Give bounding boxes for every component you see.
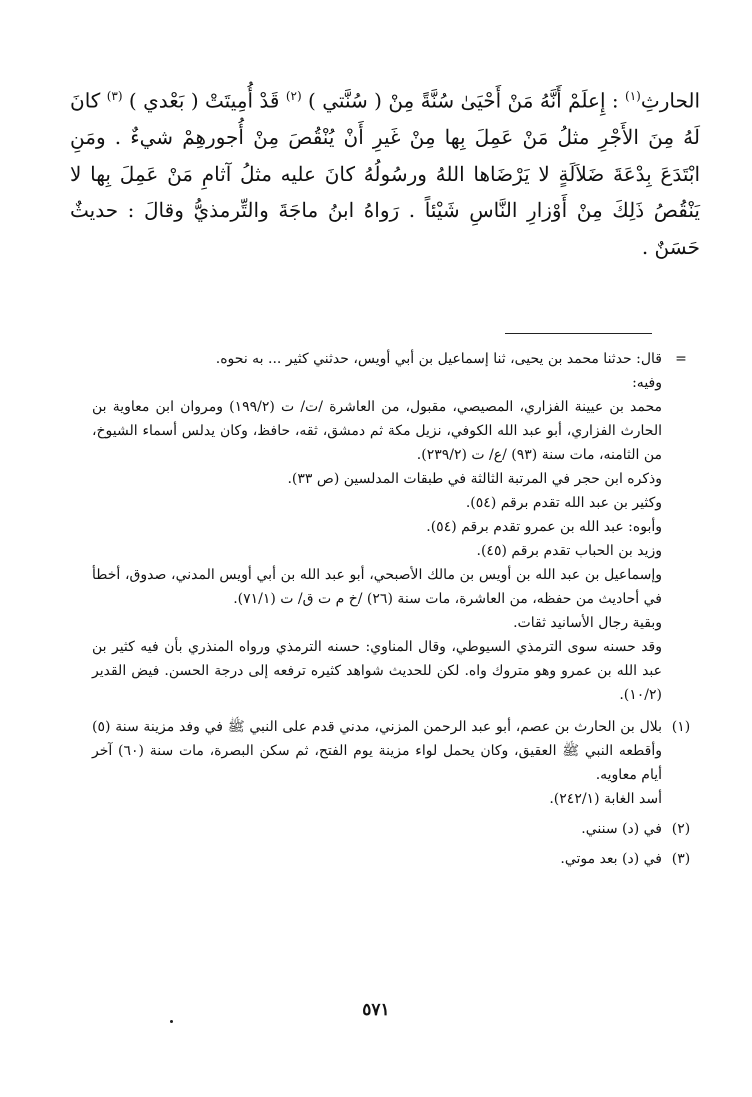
footnote-line: في (د) بعد موتي.: [560, 851, 662, 867]
footnote-line: قال: حدثنا محمد بن يحيى، ثنا إسماعيل بن أبي أويس، حدثني كثير ... به نحوه.: [215, 351, 662, 367]
footnote-separator: [505, 333, 652, 334]
footnote-1-marker: (١): [671, 719, 691, 735]
footnote-continued-body: [92, 347, 662, 707]
footnote-1: [92, 715, 700, 811]
footnotes: [92, 347, 700, 871]
footnote-2-marker: (٢): [671, 821, 691, 837]
hadith-text-part: الحارثِ: [640, 88, 700, 113]
page-number: ٥٧١: [362, 1000, 390, 1020]
footnote-ref-2: (٢): [285, 89, 302, 103]
footnote-line: وفيه:: [632, 375, 662, 391]
footnote-ref-1: (١): [625, 89, 641, 103]
ink-dot: [170, 1020, 173, 1023]
footnote-3: [92, 847, 700, 871]
footnote-line: وأبوه: عبد الله بن عمرو تقدم برقم (٥٤).: [426, 519, 662, 535]
footnote-continued: [92, 347, 700, 707]
hadith-text-part: كانَ لَهُ مِنَ الأَجْرِ مثلُ مَنْ عَمِلَ بِها مِنْ غَيرِ أَنْ يُنْقُصَ مِنْ أُجورهِمْ شيءٌ . ومَنِ ابْتَدَعَ بِدْعَةَ ضَلاَلَةٍ لا يَرْضَاها اللهُ ورسُولُهُ كانَ عليه مثلُ آثامِ مَنْ عَمِلَ بِها لا يَنْقُصُ ذَلِكَ مِنْ أَوْزارِ النَّاسِ شَيْئاً . رَواهُ ابنُ ماجَةَ والتِّرمذيُّ وقالَ : حديثٌ حَسَنٌ .: [70, 88, 700, 259]
hadith-text-part: قَدْ أُمِيتَتْ ( بَعْدي ): [122, 88, 286, 113]
footnote-2-body: [92, 817, 662, 841]
footnote-line: وإسماعيل بن عبد الله بن أويس بن مالك الأصبحي، أبو عبد الله بن أبي أويس المدني، صدوق، أخطأ في أحاديث من حفظه، من العاشرة، مات سنة (٢٦) /خ م ت ق/ ت (٧١/١).: [92, 567, 662, 607]
hadith-text-part: : إِعلَمْ أَنَّهُ مَنْ أَحْيَىٰ سُنَّةً مِنْ ( سُنَّتي ): [301, 88, 626, 113]
footnote-3-body: [92, 847, 662, 871]
hadith-text: [70, 78, 700, 265]
footnote-line: في (د) سنني.: [581, 821, 662, 837]
footnote-1-body: [92, 715, 662, 811]
footnote-line: وقد حسنه سوى الترمذي السيوطي، وقال المناوي: حسنه الترمذي ورواه المنذري بأن فيه كثير بن عبد الله بن عمرو وهو متروك واه. لكن للحديث شواهد كثيره ترفعه إلى درجة الحسن. فيض القدير (١٠/٢).: [92, 639, 662, 703]
footnote-line: وذكره ابن حجر في المرتبة الثالثة في طبقات المدلسين (ص ٣٣).: [287, 471, 662, 487]
footnote-continued-marker: =: [675, 351, 687, 367]
footnote-2: [92, 817, 700, 841]
footnote-3-marker: (٣): [671, 851, 691, 867]
footnote-line: أسد الغابة (٢٤٢/١).: [549, 791, 662, 807]
footnote-line: بلال بن الحارث بن عصم، أبو عبد الرحمن المزني، مدني قدم على النبي ﷺ في وفد مزينة سنة (٥) وأقطعه النبي ﷺ العقيق، وكان يحمل لواء مزينة يوم الفتح، ثم سكن البصرة، مات سنة (٦٠) آخر أيام معاويه.: [92, 719, 662, 783]
footnote-line: وكثير بن عبد الله تقدم برقم (٥٤).: [465, 495, 662, 511]
footnote-ref-3: (٣): [106, 89, 123, 103]
footnote-line: وبقية رجال الأسانيد ثقات.: [513, 615, 662, 631]
footnote-line: وزيد بن الحباب تقدم برقم (٤٥).: [476, 543, 662, 559]
footnote-line: محمد بن عيينة الفزاري، المصيصي، مقبول، من العاشرة /ت/ ت (١٩٩/٢) ومروان ابن معاوية بن الحارث الفزاري، أبو عبد الله الكوفي، نزيل مكة ثم دمشق، ثقه، حافظ، وكان يدلس أسماء الشيوخ، من الثامنه، مات سنة (٩٣) /ع/ ت (٢٣٩/٢).: [92, 399, 663, 463]
